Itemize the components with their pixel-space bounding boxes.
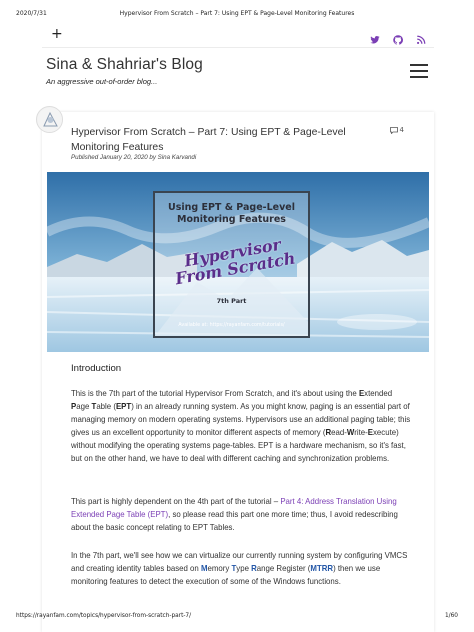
twitter-icon[interactable] [370, 30, 380, 40]
social-links [370, 30, 426, 40]
print-header [0, 0, 474, 18]
rss-icon[interactable] [416, 30, 426, 40]
hero-image [47, 172, 429, 352]
blog-title[interactable]: Sina & Shahriar's Blog [46, 56, 203, 73]
comment-count[interactable] [390, 126, 404, 134]
github-icon[interactable] [393, 30, 403, 40]
post-card [42, 112, 434, 632]
hero-title-frame [153, 191, 310, 338]
paragraph-intro: This is the 7th part of the tutorial Hypervisor From Scratch, and it's about using the Extended Page Table (EPT) in an already running system. As you might know, paging is an essential part of managing memory on modern operating systems. Hypervisors use an additional paging table; this gives us an excellent opportunity to monitor different aspects of memory (Read-Write-Execute) without modifying the operating systems page-tables. EPT is a hardware mechanism, so it's fast, but on the other hand, we have to deal with different caching and synchronization problems. [71, 389, 411, 464]
print-date: 2020/7/31 [16, 10, 47, 17]
hero-part-label: 7th Part [216, 297, 247, 305]
paragraph-overview: In the 7th part, we'll see how we can virtualize our currently running system by configuring VMCS and creating identity tables based on Memory Type Range Register (MTRR) then we use monitoring features to detect the execution of some of the Windows functions. [71, 551, 408, 587]
paragraph-dependency: This part is highly dependent on the 4th part of the tutorial – Part 4: Address Translation Using Extended Page Table (EPT), so please read this part one more time; thus, I avoid redescribing about the basic concept relating to EPT Tables. [71, 497, 398, 533]
post-title[interactable]: Hypervisor From Scratch – Part 7: Using EPT & Page-Level Monitoring Features [71, 127, 346, 153]
part4-link[interactable]: Part 4: Address Translation Using Extended Page Table (EPT) [71, 497, 397, 520]
comment-icon [390, 127, 398, 134]
blog-brand [46, 56, 203, 86]
hero-title-line1: Using EPT & Page-Level [167, 202, 296, 213]
menu-hamburger-icon[interactable] [410, 64, 428, 82]
hero-url-label: Available at: https://rayanfam.com/tutorials/ [178, 323, 285, 328]
comment-count-value: 4 [399, 126, 404, 134]
print-page-number: 1/60 [444, 613, 458, 619]
blog-tagline: An aggressive out-of-order blog... [46, 77, 158, 86]
top-bar [42, 24, 434, 48]
print-url: https://rayanfam.com/topics/hypervisor-from-scratch-part-7/ [16, 613, 192, 619]
expand-plus-button[interactable]: + [51, 26, 63, 42]
hero-title-line2: Monitoring Features [177, 214, 286, 225]
hero-script-title: Hypervisor From Scratch [173, 234, 297, 289]
post-byline: Published January 20, 2020 by Sina Karvandi [71, 154, 197, 161]
section-heading: Introduction [71, 363, 122, 374]
print-title: Hypervisor From Scratch – Part 7: Using EPT & Page-Level Monitoring Features [119, 10, 355, 17]
author-avatar [36, 106, 63, 133]
